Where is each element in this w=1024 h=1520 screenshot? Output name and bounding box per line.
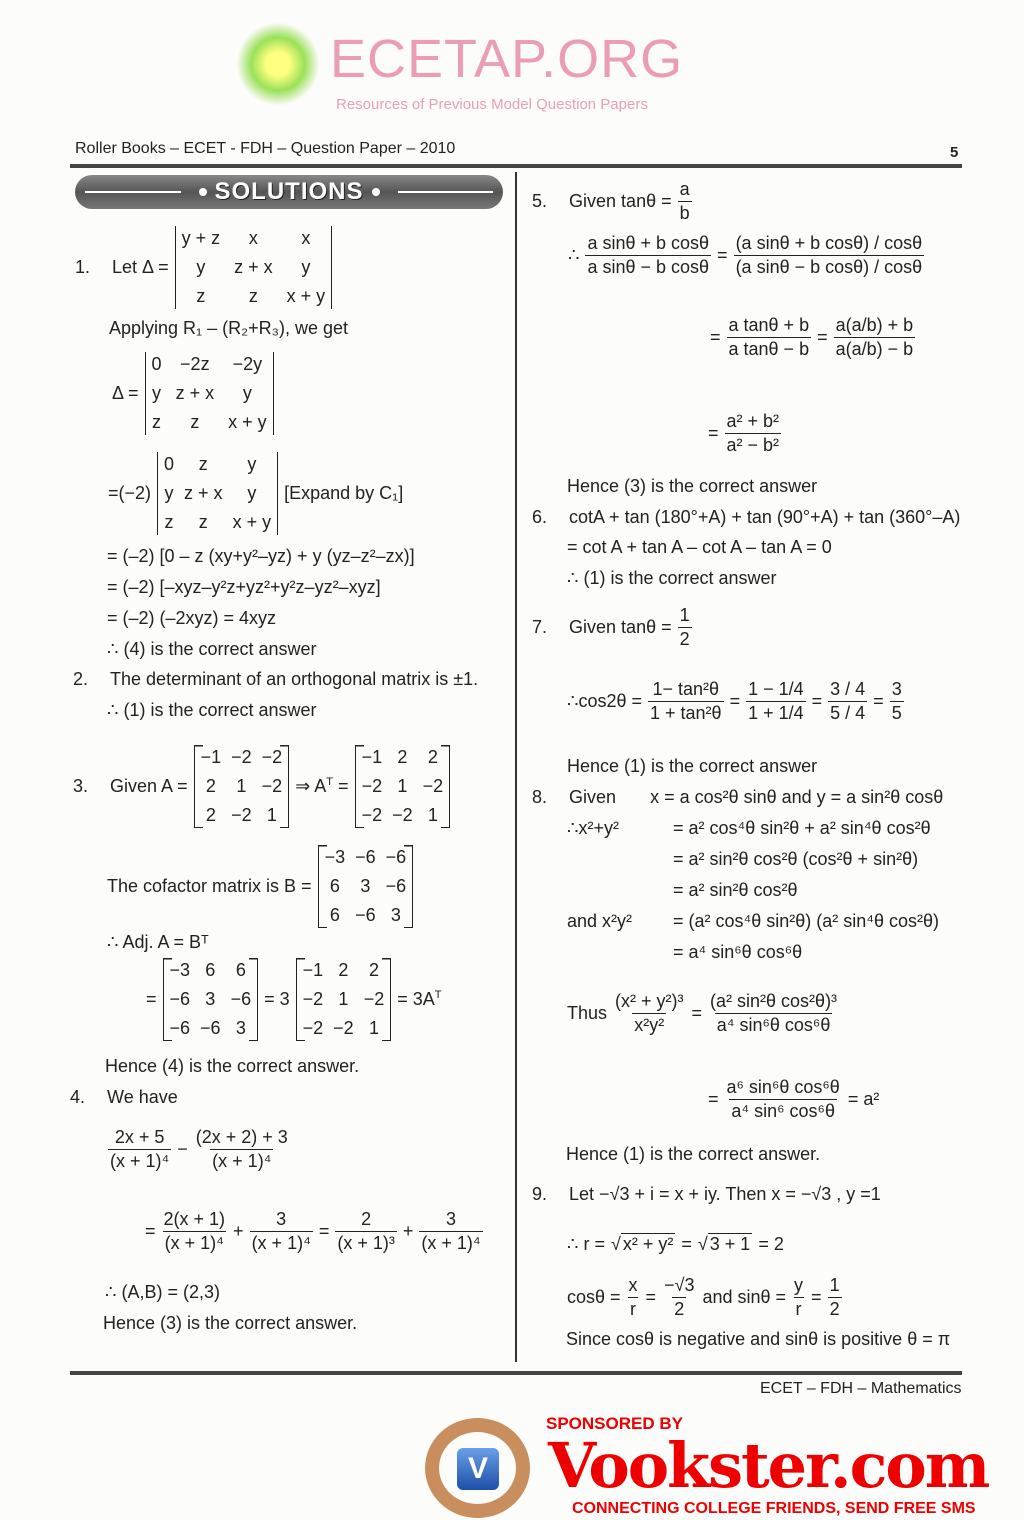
matrix-cell: z xyxy=(190,412,200,432)
matrix-cell: 6 xyxy=(329,876,340,896)
matrix-cell: 2 xyxy=(205,776,216,796)
matrix xyxy=(296,958,392,1041)
matrix-cell: −2 xyxy=(422,776,444,796)
matrix-cell: z xyxy=(248,286,258,306)
q8-line5: = a⁴ sin⁶θ cos⁶θ xyxy=(673,942,803,962)
q3-adj-expansion: = −3 6 6 −6 3 −6 −6 −6 3 = 3 −1 2 2 −2 1 −2 −2 −2 1 = $3A^T$ xyxy=(146,958,442,1041)
matrix-cell: −3 xyxy=(324,847,346,867)
matrix-cell: 6 xyxy=(205,960,216,980)
q9-trig: cosθ = $\frac{x}{r}$ = $\frac{-√3}{2}$ and sinθ = $\frac{y}{r}$ = $\frac{1}{2}$ xyxy=(567,1275,840,1319)
matrix-cell: −1 xyxy=(200,747,222,767)
q8-thus: Thus $\frac{\text{(x² + y²)³}}{\text{x²y²}}$ = $\frac{\text{(a² sin²θ cos²θ)³}}{\text{a⁴ sin⁶θ cos⁶θ}}$ xyxy=(567,991,838,1035)
matrix-cell: 0 xyxy=(151,354,162,374)
q7-cos2theta: ∴cos2θ = $\frac{\text{1− tan²θ}}{\text{1 + tan²θ}}$ = $\frac{1 - 1/4}{1 + 1/4}$ = $\frac{3 / 4}{5 / 4}$ = $\frac{3}{5}$ xyxy=(567,679,902,723)
banner-title: SOLUTIONS xyxy=(214,178,364,205)
header-rule xyxy=(70,164,962,168)
matrix-cell: y xyxy=(301,257,311,277)
q1-statement: 1. Let Δ = y + z x x y z + x y z z x + y xyxy=(75,226,332,309)
matrix-cell: 2 xyxy=(397,747,408,767)
matrix-cell: −2 xyxy=(392,805,413,825)
q1-answer: ∴ (4) is the correct answer xyxy=(107,639,317,659)
matrix-cell: z xyxy=(164,512,174,532)
q1-line2: = (–2) [–xyz–y²z+yz²+y²z–yz²–xyz] xyxy=(107,577,381,597)
q3-cofactor: The cofactor matrix is B = −3 −6 −6 6 3 −6 6 −6 3 xyxy=(107,845,413,928)
matrix-cell: −3 xyxy=(169,960,191,980)
sponsor-label: SPONSORED BY xyxy=(546,1414,683,1433)
matrix-cell: 3 xyxy=(390,905,401,925)
matrix-cell: −6 xyxy=(230,989,252,1009)
matrix xyxy=(194,745,290,828)
matrix xyxy=(175,226,333,309)
matrix-cell: z xyxy=(198,454,208,474)
matrix-cell: z xyxy=(196,286,206,306)
matrix-cell: −2 xyxy=(231,805,252,825)
matrix-cell: 1 xyxy=(427,805,438,825)
matrix-cell: −2 xyxy=(363,989,385,1009)
matrix-cell: y xyxy=(196,257,206,277)
footer-rule xyxy=(70,1371,962,1375)
matrix-cell: 6 xyxy=(329,905,340,925)
matrix-cell: 1 xyxy=(368,1018,379,1038)
matrix xyxy=(145,352,274,435)
matrix-cell: z xyxy=(198,512,208,532)
q6-answer: ∴ (1) is the correct answer xyxy=(567,568,777,588)
matrix-cell: 2 xyxy=(338,960,349,980)
q4-ab: ∴ (A,B) = (2,3) xyxy=(105,1282,220,1302)
matrix-cell: −1 xyxy=(302,960,324,980)
matrix-cell: 1 xyxy=(236,776,247,796)
matrix-cell: z + x xyxy=(234,257,273,277)
q8-statement: 8. Given x = a cos²θ sinθ and y = a sin²θ cosθ xyxy=(532,787,944,807)
matrix-cell: 3 xyxy=(235,1018,246,1038)
q2-statement: 2. The determinant of an orthogonal matrix is ±1. xyxy=(73,669,479,689)
matrix-cell: 0 xyxy=(164,454,175,474)
matrix-cell: y xyxy=(247,483,257,503)
matrix-cell: −2 xyxy=(302,989,324,1009)
running-footer: ECET – FDH – Mathematics xyxy=(760,1380,962,1397)
matrix-cell: −6 xyxy=(200,1018,221,1038)
q5-statement: 5. Given tanθ = $\frac{a}{b}$ xyxy=(532,179,690,223)
matrix-cell: −2 xyxy=(231,747,252,767)
q9-statement: 9. Let −√3 + i = x + iy. Then x = −√3 , y =1 xyxy=(532,1184,881,1204)
q8-line2: = a² sin²θ cos²θ (cos²θ + sin²θ) xyxy=(673,849,919,869)
q2-answer: ∴ (1) is the correct answer xyxy=(107,700,317,720)
matrix-cell: x + y xyxy=(232,512,272,532)
matrix-cell: 2 xyxy=(205,805,216,825)
matrix-cell: −2y xyxy=(232,354,263,374)
matrix-cell: 6 xyxy=(235,960,246,980)
matrix-cell: −2z xyxy=(180,354,210,374)
sponsor-tagline: CONNECTING COLLEGE FRIENDS, SEND FREE SMS xyxy=(572,1500,976,1517)
matrix-cell: x + y xyxy=(286,286,326,306)
matrix-cell: 2 xyxy=(427,747,438,767)
matrix-cell: x xyxy=(248,228,258,248)
matrix-cell: z + x xyxy=(175,383,215,403)
q4-answer: Hence (3) is the correct answer. xyxy=(103,1313,358,1333)
matrix-cell: 3 xyxy=(360,876,371,896)
matrix-cell: z + x xyxy=(184,483,223,503)
q7-statement: 7. Given tanθ = $\frac{1}{2}$ xyxy=(532,605,690,649)
q1-line3: = (–2) (–2xyz) = 4xyz xyxy=(107,608,277,628)
q1-det2: Δ = 0 −2z −2y y z + x y z z x + y xyxy=(112,352,274,435)
sponsor-brand: Vookster.com xyxy=(548,1429,989,1502)
matrix-cell: 1 xyxy=(338,989,349,1009)
q8-answer: Hence (1) is the correct answer. xyxy=(566,1144,821,1164)
solutions-banner xyxy=(75,175,503,209)
matrix-cell: y xyxy=(242,383,252,403)
vookster-logo-icon: V xyxy=(457,1448,499,1490)
matrix-cell: 1 xyxy=(397,776,408,796)
matrix xyxy=(318,845,414,928)
q5-step3: = $\frac{\text{a² + b²}}{\text{a² − b²}}$ xyxy=(708,411,780,455)
q5-step1: ∴ $\frac{\text{a sinθ + b cosθ}}{\text{a sinθ − b cosθ}}$ = $\frac{\text{(a sinθ + b cosθ) / cosθ}}{\text{(a sinθ − b cosθ) / cosθ}}$ xyxy=(568,233,923,277)
q4-expression: 2x + 5 (x + 1)⁴ − $\frac{(2x + 2) + 3}{\text{(x + 1)⁴}}$ xyxy=(110,1127,288,1171)
q1-det3: =(−2) 0 z y y z + x y z z x + y [Expand by C₁] xyxy=(108,452,403,535)
q4-split: = $\frac{2(x + 1)}{\text{(x + 1)⁴}}$ + $\frac{3}{\text{(x + 1)⁴}}$ = $\frac{2}{\text{(x + 1)³}}$ + $\frac{3}{\text{(x + 1)⁴}}$ xyxy=(145,1209,481,1253)
q3-adj: ∴ Adj. A = Bᵀ xyxy=(107,932,209,952)
matrix-cell: 1 xyxy=(266,805,277,825)
matrix-cell: −6 xyxy=(169,989,191,1009)
q1-line1: = (–2) [0 – z (xy+y²–yz) + y (yz–z²–zx)] xyxy=(107,546,415,566)
watermark-title: ECETAP.ORG xyxy=(330,29,684,89)
column-divider xyxy=(515,172,517,1362)
matrix-cell: z xyxy=(152,412,162,432)
q9-conclusion: Since cosθ is negative and sinθ is positive θ = π xyxy=(566,1329,951,1349)
matrix xyxy=(355,745,451,828)
matrix-cell: −6 xyxy=(385,847,407,867)
q7-answer: Hence (1) is the correct answer xyxy=(567,756,818,776)
q4-statement: 4. We have xyxy=(70,1087,178,1107)
page-number: 5 xyxy=(950,144,959,161)
matrix-cell: y + z xyxy=(181,228,221,248)
q5-step2: = $\frac{\text{a tanθ + b}}{\text{a tanθ − b}}$ = $\frac{a(a/b) + b}{a(a/b) - b}$ xyxy=(710,315,914,359)
matrix-cell: −2 xyxy=(261,747,283,767)
matrix-cell: y xyxy=(247,454,257,474)
matrix-cell: x + y xyxy=(228,412,267,432)
matrix-cell: −2 xyxy=(333,1018,354,1038)
matrix-cell: −2 xyxy=(361,805,383,825)
matrix-cell: x xyxy=(301,228,311,248)
q6-statement: 6. cotA + tan (180°+A) + tan (90°+A) + tan (360°–A) xyxy=(532,507,961,527)
q8-line1: ∴x²+y² = a² cos⁴θ sin²θ + a² sin⁴θ cos²θ xyxy=(567,818,931,838)
q3-answer: Hence (4) is the correct answer. xyxy=(105,1056,360,1076)
q8-result: = $\frac{\text{a⁶ sin⁶θ cos⁶θ}}{\text{a⁴ sin⁶ cos⁶θ}}$ = a² xyxy=(708,1077,880,1121)
matrix xyxy=(157,452,278,535)
matrix-cell: 3 xyxy=(205,989,216,1009)
matrix-cell: −1 xyxy=(361,747,383,767)
matrix-cell: −6 xyxy=(169,1018,191,1038)
watermark-subtitle: Resources of Previous Model Question Papers xyxy=(336,96,648,113)
matrix-cell: −2 xyxy=(302,1018,324,1038)
matrix-cell: y xyxy=(164,483,174,503)
matrix-cell: −6 xyxy=(385,876,407,896)
watermark-sun-logo xyxy=(236,22,320,106)
q8-line4: and x²y² = (a² cos⁴θ sin²θ) (a² sin⁴θ cos²θ) xyxy=(567,911,940,931)
q6-line2: = cot A + tan A – cot A – tan A = 0 xyxy=(567,537,832,557)
matrix-cell: −6 xyxy=(355,905,376,925)
q5-answer: Hence (3) is the correct answer xyxy=(567,476,818,496)
matrix-cell: −2 xyxy=(261,776,283,796)
matrix xyxy=(163,958,259,1041)
q1-apply: Applying R₁ – (R₂+R₃), we get xyxy=(109,318,348,338)
matrix-cell: −6 xyxy=(355,847,376,867)
q9-modulus: ∴ r = √ x² + y² = √ 3 + 1 = 2 xyxy=(567,1234,784,1254)
sponsor-banner[interactable] xyxy=(420,1414,1024,1520)
running-header: Roller Books – ECET - FDH – Question Paper – 2010 xyxy=(75,140,456,157)
matrix-cell: −2 xyxy=(361,776,383,796)
matrix-cell: y xyxy=(152,383,162,403)
matrix-cell: 2 xyxy=(368,960,379,980)
q8-line3: = a² sin²θ cos²θ xyxy=(673,880,798,900)
q3-statement: 3. Given A = −1 −2 −2 2 1 −2 2 −2 1 ⇒ $A^T$ = −1 2 2 −2 1 −2 −2 −2 1 xyxy=(73,745,450,828)
